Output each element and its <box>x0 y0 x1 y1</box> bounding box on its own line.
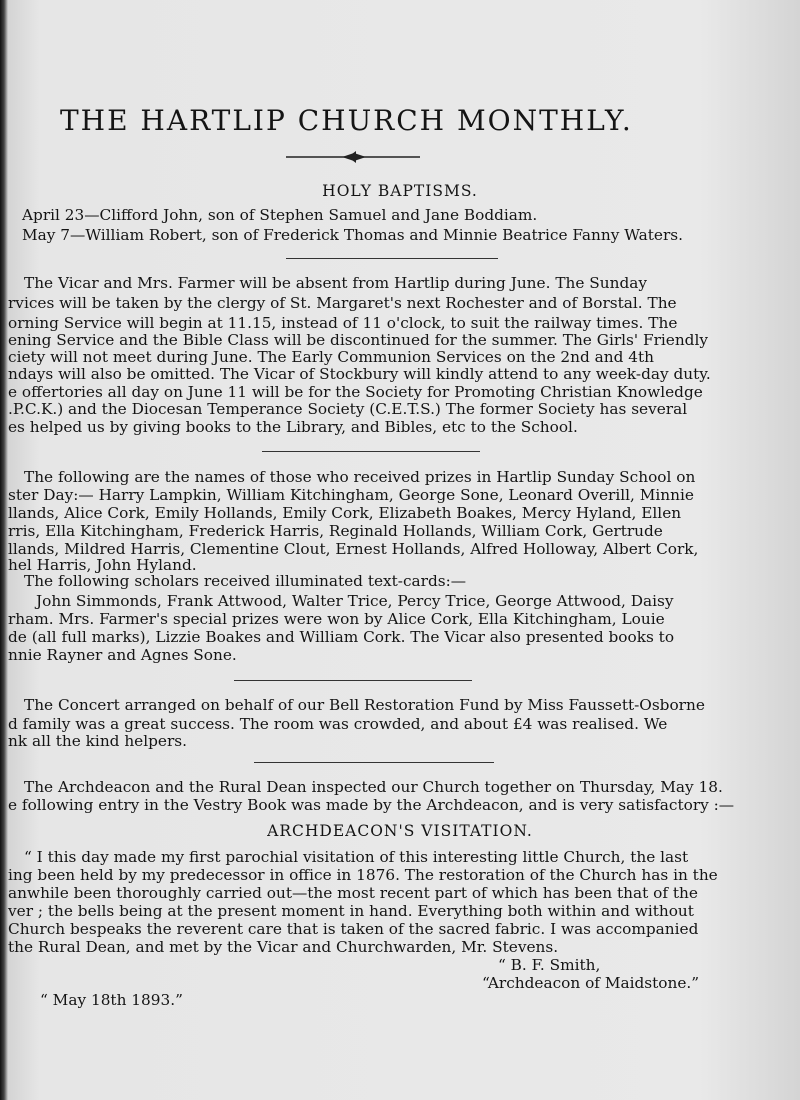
visitation-heading: ARCHDEACON'S VISITATION. <box>267 822 533 840</box>
visitation-quote-line: the Rural Dean, and met by the Vicar and Churchwarden, Mr. Stevens. <box>8 938 559 956</box>
prizes-line: rris, Ella Kitchingham, Frederick Harris, Reginald Hollands, William Cork, Gertrude <box>8 522 663 540</box>
notice-line: ndays will also be omitted. The Vicar of Stockbury will kindly attend to any week-day duty. <box>8 365 711 383</box>
prizes-line: nnie Rayner and Agnes Sone. <box>8 646 237 664</box>
notice-line: The Vicar and Mrs. Farmer will be absent from Hartlip during June. The Sunday <box>24 274 648 292</box>
prizes-line: llands, Alice Cork, Emily Hollands, Emily Cork, Elizabeth Boakes, Mercy Hyland, Ellen <box>8 504 682 522</box>
notice-line: .P.C.K.) and the Diocesan Temperance Society (C.E.T.S.) The former Society has several <box>8 400 688 418</box>
concert-line: nk all the kind helpers. <box>8 732 187 750</box>
prizes-line: ster Day:— Harry Lampkin, William Kitchingham, George Sone, Leonard Overill, Minnie <box>8 486 694 504</box>
baptism-entry: April 23—Clifford John, son of Stephen Samuel and Jane Boddiam. <box>22 206 538 224</box>
prizes-line: llands, Mildred Harris, Clementine Clout, Ernest Hollands, Alfred Holloway, Albert Cork, <box>8 540 699 558</box>
section-divider <box>254 762 494 763</box>
visitation-quote-line: anwhile been thoroughly carried out—the most recent part of which has been that of the <box>8 884 698 902</box>
notice-line: orning Service will begin at 11.15, instead of 11 o'clock, to suit the railway times. The <box>8 314 678 332</box>
visitation-quote-line: ver ; the bells being at the present moment in hand. Everything both within and without <box>8 902 694 920</box>
signature-title: “Archdeacon of Maidstone.” <box>482 974 700 992</box>
prizes-line: The following scholars received illuminated text-cards:— <box>24 572 467 590</box>
baptisms-heading: HOLY BAPTISMS. <box>322 182 478 200</box>
section-divider <box>262 451 480 452</box>
archdeacon-line: e following entry in the Vestry Book was made by the Archdeacon, and is very satisfactory :— <box>8 796 735 814</box>
archdeacon-line: The Archdeacon and the Rural Dean inspected our Church together on Thursday, May 18. <box>24 778 723 796</box>
notice-line: ciety will not meet during June. The Early Communion Services on the 2nd and 4th <box>8 348 655 366</box>
visitation-quote-line: Church bespeaks the reverent care that is taken of the sacred fabric. I was accompanied <box>8 920 699 938</box>
section-divider <box>234 680 472 681</box>
visitation-quote-line: ing been held by my predecessor in office in 1876. The restoration of the Church has in the <box>8 866 718 884</box>
title-ornament <box>286 151 420 163</box>
baptism-entry: May 7—William Robert, son of Frederick Thomas and Minnie Beatrice Fanny Waters. <box>22 226 683 244</box>
page-title: THE HARTLIP CHURCH MONTHLY. <box>60 104 633 137</box>
page-left-edge <box>0 0 8 1100</box>
notice-line: ening Service and the Bible Class will be discontinued for the summer. The Girls' Friendly <box>8 331 709 349</box>
prizes-line: The following are the names of those who received prizes in Hartlip Sunday School on <box>24 468 696 486</box>
prizes-line: rham. Mrs. Farmer's special prizes were won by Alice Cork, Ella Kitchingham, Louie <box>8 610 665 628</box>
visitation-date: “ May 18th 1893.” <box>40 991 183 1009</box>
notice-line: rvices will be taken by the clergy of St. Margaret's next Rochester and of Borstal. The <box>8 294 677 312</box>
prizes-line: John Simmonds, Frank Attwood, Walter Trice, Percy Trice, George Attwood, Daisy <box>36 592 674 610</box>
prizes-line: de (all full marks), Lizzie Boakes and William Cork. The Vicar also presented books to <box>8 628 675 646</box>
notice-line: es helped us by giving books to the Library, and Bibles, etc to the School. <box>8 418 578 436</box>
notice-line: e offertories all day on June 11 will be for the Society for Promoting Christian Knowledge <box>8 383 703 401</box>
concert-line: d family was a great success. The room was crowded, and about £4 was realised. We <box>8 715 668 733</box>
signature-name: “ B. F. Smith, <box>498 956 601 974</box>
section-divider <box>286 258 498 259</box>
concert-line: The Concert arranged on behalf of our Bell Restoration Fund by Miss Faussett-Osborne <box>24 696 705 714</box>
visitation-quote-line: “ I this day made my first parochial visitation of this interesting little Church, the last <box>24 848 689 866</box>
prizes-line: hel Harris, John Hyland. <box>8 556 197 574</box>
